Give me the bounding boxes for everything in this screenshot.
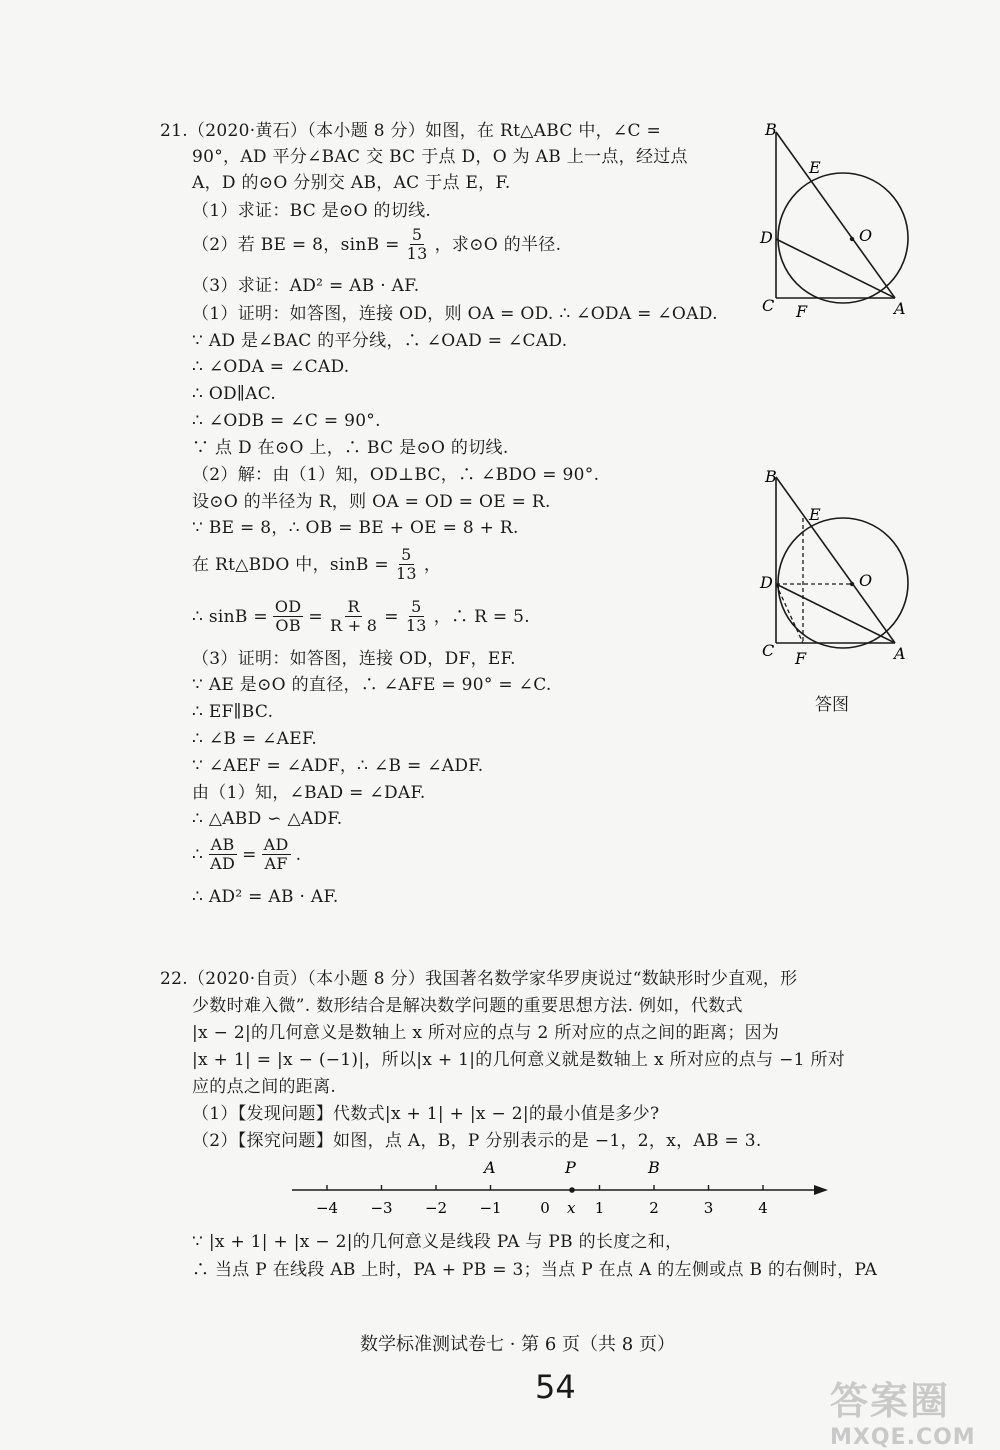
tick-label: 2 (649, 1199, 659, 1217)
q21-solution-line: （3）证明：如答图，连接 OD，DF，EF. (192, 649, 516, 669)
point-p (569, 1187, 575, 1193)
fraction-denominator: 13 (405, 616, 427, 635)
tick-label: −4 (315, 1199, 339, 1217)
circle-o (778, 518, 908, 648)
fraction-denominator: AD (210, 854, 236, 873)
q21-solution-line (192, 598, 530, 635)
label-f: F (795, 649, 807, 668)
q21-solution-line: ∴ EF∥BC. (192, 702, 274, 722)
label-p: P (565, 1158, 576, 1177)
label-x: x (567, 1199, 576, 1217)
q21-solution-line: 由（1）知，∠BAD = ∠DAF. (192, 783, 426, 803)
q21-solution-line: ∵ ∠AEF = ∠ADF，∴ ∠B = ∠ADF. (192, 756, 484, 776)
tick-label: −1 (479, 1199, 502, 1217)
handwritten-page-number: 54 (535, 1368, 576, 1406)
q21-solution-line: ∴ ∠ODB = ∠C = 90°. (192, 411, 381, 431)
segment-da (776, 239, 895, 298)
fraction-numerator: OD (274, 597, 302, 616)
equals-sign: = (242, 844, 257, 865)
fraction-numerator: 5 (411, 225, 423, 244)
label-b: B (765, 120, 777, 139)
q21-part2-post: ，求⊙O 的半径. (434, 234, 562, 255)
label-b: B (648, 1158, 660, 1177)
q21-part3: （3）求证：AD² = AB · AF. (192, 276, 420, 296)
q21-part2-fraction (405, 226, 430, 263)
q21-solution-line: （2）解：由（1）知，OD⊥BC，∴ ∠BDO = 90°. (192, 465, 600, 485)
center-point (850, 582, 854, 586)
tick-label: 0 (540, 1199, 550, 1217)
q21-answer-figure (755, 460, 955, 670)
q21-s11-post: ，∴ R = 5. (433, 606, 530, 627)
watermark (830, 1370, 976, 1450)
watermark-bottom: MXQE.COM (830, 1425, 976, 1450)
fraction-denominator: AF (264, 854, 288, 873)
label-e: E (809, 505, 821, 524)
q21-solution-line: ∴ △ABD ∽ △ADF. (192, 809, 343, 829)
q22-line5: 应的点之间的距离. (192, 1077, 337, 1097)
segment-ba (776, 132, 895, 298)
q21-solution-line: （1）证明：如答图，连接 OD，则 OA = OD. ∴ ∠ODA = ∠OAD. (192, 304, 718, 324)
fraction (328, 598, 379, 635)
axis-arrow (814, 1185, 828, 1195)
q22-solution-line: ∴ 当点 P 在线段 AB 上时，PA + PB = 3；当点 P 在点 A 的左侧或点 B 的右侧时，PA (192, 1260, 878, 1280)
segment-da (776, 584, 895, 643)
q21-part1: （1）求证：BC 是⊙O 的切线. (192, 201, 432, 221)
label-f: F (796, 302, 808, 321)
q21-solution-line: ∵ AE 是⊙O 的直径，∴ ∠AFE = 90° = ∠C. (192, 675, 552, 695)
fraction (394, 546, 419, 583)
fraction-denominator: OB (275, 616, 301, 635)
q21-line3: A，D 的⊙O 分别交 AB，AC 于点 E，F. (192, 173, 511, 193)
watermark-top: 答案圈 (830, 1379, 951, 1423)
fraction-denominator: 13 (406, 244, 428, 263)
q21-solution-line: ∴ ∠ODA = ∠CAD. (192, 357, 350, 377)
label-c: C (762, 641, 775, 660)
q21-line1: 21.（2020·黄石）（本小题 8 分）如图，在 Rt△ABC 中，∠C = (160, 121, 662, 141)
label-o: O (859, 571, 873, 590)
segment-df-dashed (776, 584, 803, 643)
q22-line4: |x + 1| = |x − (−1)|，所以|x + 1|的几何意义就是数轴上 x 所对应的点与 −1 所对 (192, 1050, 846, 1070)
q21-line2: 90°，AD 平分∠BAC 交 BC 于点 D，O 为 AB 上一点，经过点 (192, 147, 688, 167)
q21-s19-post: . (295, 844, 302, 865)
q21-part2 (192, 226, 561, 263)
segment-ba (776, 477, 895, 643)
q21-s10-post: ， (423, 554, 442, 575)
tick-label: 4 (758, 1199, 768, 1217)
label-b: B (765, 467, 777, 486)
label-o: O (859, 226, 873, 245)
label-d: D (760, 573, 773, 592)
tick-label: −3 (370, 1199, 393, 1217)
q21-solution-line: 设⊙O 的半径为 R，则 OA = OD = OE = R. (192, 492, 551, 512)
fraction (404, 598, 429, 635)
tick-label: 3 (703, 1199, 714, 1217)
label-e: E (809, 158, 821, 177)
q22-line2: 少数时难入微”. 数形结合是解决数学问题的重要思想方法. 例如，代数式 (192, 996, 743, 1016)
label-d: D (760, 228, 773, 247)
center-point (850, 237, 854, 241)
fraction (262, 836, 291, 873)
q21-solution-line: ∴ ∠B = ∠AEF. (192, 729, 318, 749)
fraction-numerator: AB (210, 835, 235, 854)
label-c: C (762, 296, 775, 315)
number-line (280, 1152, 840, 1222)
circle-o (778, 173, 908, 303)
fraction-numerator: 5 (411, 597, 422, 616)
label-a: A (894, 299, 906, 318)
q21-s19-pre: ∴ (192, 844, 204, 865)
page-footer: 数学标准测试卷七 · 第 6 页（共 8 页） (360, 1334, 675, 1355)
q21-solution-line: ∵ 点 D 在⊙O 上，∴ BC 是⊙O 的切线. (192, 438, 509, 458)
fraction-numerator: R (347, 597, 360, 616)
q21-s10-pre: 在 Rt△BDO 中，sinB = (192, 554, 389, 575)
answer-figure-caption: 答图 (815, 695, 849, 715)
q21-solution-line (192, 836, 301, 873)
q21-figure (755, 115, 955, 325)
q21-solution-line: ∴ AD² = AB · AF. (192, 887, 339, 907)
label-a: A (484, 1158, 496, 1177)
q22-solution-line: ∵ |x + 1| + |x − 2|的几何意义是线段 PA 与 PB 的长度之和， (192, 1232, 683, 1252)
label-a: A (894, 644, 906, 663)
q21-solution-line: ∵ AD 是∠BAC 的平分线，∴ ∠OAD = ∠CAD. (192, 331, 568, 351)
fraction (273, 598, 304, 635)
fraction (208, 836, 237, 873)
q21-solution-line: ∵ BE = 8，∴ OB = BE + OE = 8 + R. (192, 518, 519, 538)
q22-part2: （2）【探究问题】如图，点 A，B，P 分别表示的是 −1，2，x，AB = 3. (192, 1131, 762, 1151)
tick-label: −2 (424, 1199, 448, 1217)
fraction-denominator: R + 8 (329, 616, 378, 635)
q22-line3: |x − 2|的几何意义是数轴上 x 所对应的点与 2 所对应的点之间的距离；因为 (192, 1023, 780, 1043)
fraction-denominator: 13 (395, 564, 417, 583)
fraction-numerator: AD (263, 835, 289, 854)
equals-sign: = (384, 606, 399, 627)
q21-part2-pre: （2）若 BE = 8，sinB = (192, 234, 400, 255)
q22-line1: 22.（2020·自贡）（本小题 8 分）我国著名数学家华罗庚说过“数缺形时少直观，形 (160, 969, 798, 989)
q21-solution-line: ∴ OD∥AC. (192, 384, 277, 404)
equals-sign: = (308, 606, 323, 627)
q21-solution-line (192, 546, 441, 583)
fraction-numerator: 5 (401, 545, 412, 564)
tick-label: 1 (594, 1199, 605, 1217)
q21-s11-pre: ∴ sinB = (192, 606, 268, 627)
q22-part1: （1）【发现问题】代数式|x + 1| + |x − 2|的最小值是多少? (192, 1104, 660, 1124)
